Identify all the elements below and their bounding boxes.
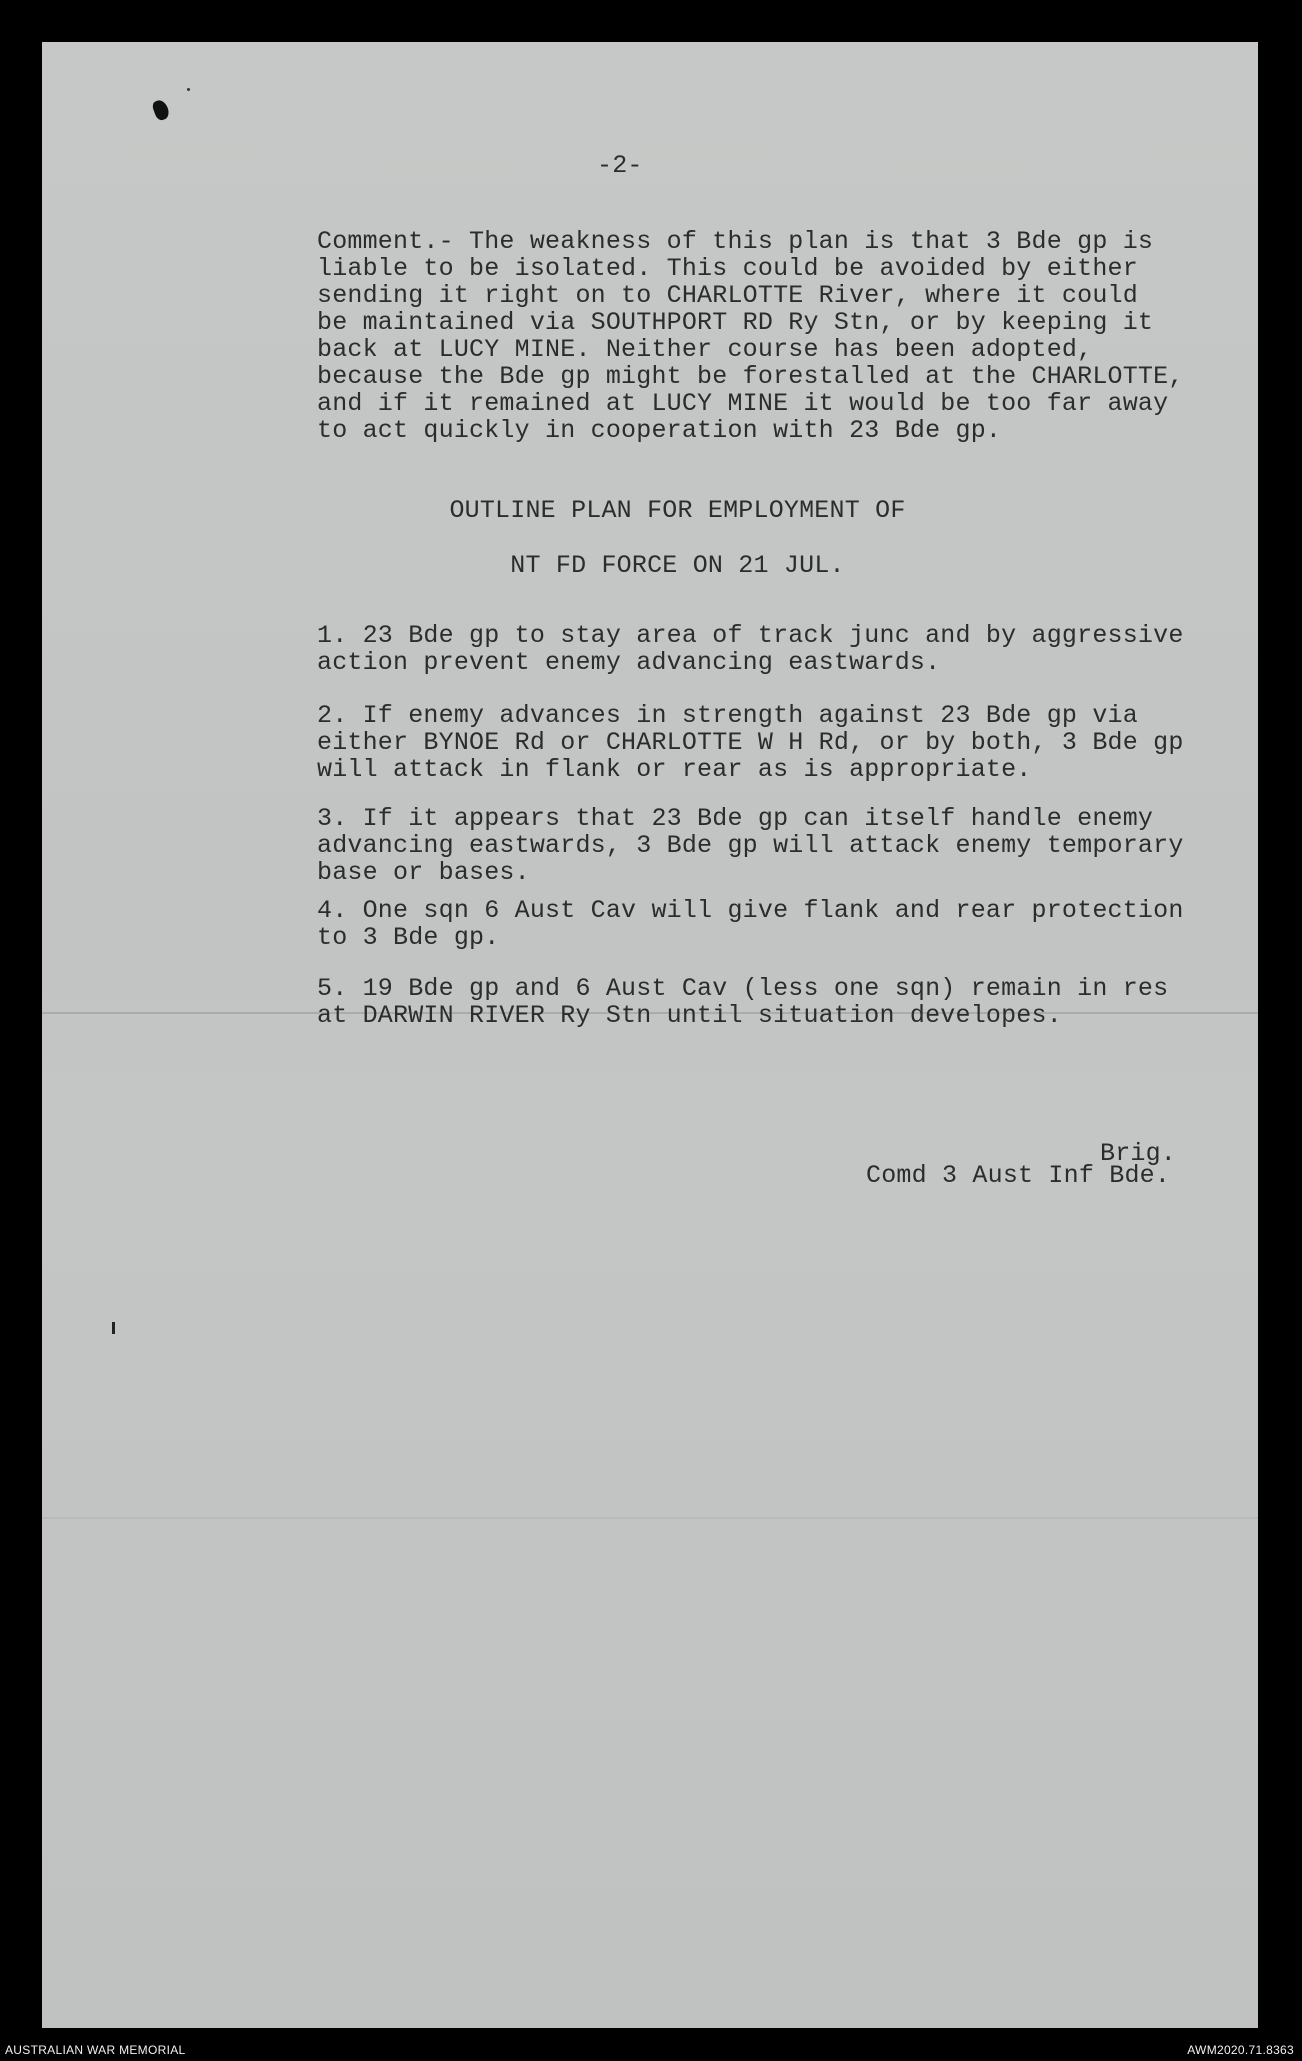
comment-paragraph: Comment.- The weakness of this plan is that 3 Bde gp is liable to be isolated. This could be avoided by either sending it right on to CHARLOTTE River, where it could be maintained via SOUTHPORT RD Ry Stn, or by keeping it back at LUCY MINE. Neither course has been adopted, because the Bde gp might be forestalled at the CHARLOTTE, and if it remained at LUCY MINE it would be too far away to act quickly in cooperation with 23 Bde gp. <box>317 227 1184 445</box>
signature-rank: Brig. <box>1100 1139 1177 1168</box>
plan-paragraph-5: 5. 19 Bde gp and 6 Aust Cav (less one sqn) remain in res at DARWIN RIVER Ry Stn until situation developes. <box>317 974 1169 1030</box>
page-number: -2- <box>597 151 643 180</box>
paper-fold-line-lower <box>42 1517 1258 1519</box>
footer-institution-label: AUSTRALIAN WAR MEMORIAL <box>5 2043 186 2057</box>
plan-heading-line-1: OUTLINE PLAN FOR EMPLOYMENT OF <box>449 496 906 525</box>
plan-heading-line-2: NT FD FORCE ON 21 JUL. <box>510 551 845 580</box>
ink-dot-mark <box>187 88 190 91</box>
footer-accession-number: AWM2020.71.8363 <box>1187 2043 1294 2057</box>
document-page <box>42 42 1258 2028</box>
ink-blot-mark <box>151 98 171 122</box>
plan-paragraph-2: 2. If enemy advances in strength against 23 Bde gp via either BYNOE Rd or CHARLOTTE W H Rd, or by both, 3 Bde gp will attack in flank or rear as is appropriate. <box>317 701 1184 784</box>
plan-paragraph-1: 1. 23 Bde gp to stay area of track junc and by aggressive action prevent enemy advancing eastwards. <box>317 621 1184 677</box>
ink-tick-mark <box>112 1322 115 1334</box>
plan-paragraph-4: 4. One sqn 6 Aust Cav will give flank and rear protection to 3 Bde gp. <box>317 896 1184 952</box>
plan-paragraph-3: 3. If it appears that 23 Bde gp can itself handle enemy advancing eastwards, 3 Bde gp will attack enemy temporary base or bases. <box>317 804 1184 887</box>
signature-title: Comd 3 Aust Inf Bde. <box>866 1161 1171 1190</box>
